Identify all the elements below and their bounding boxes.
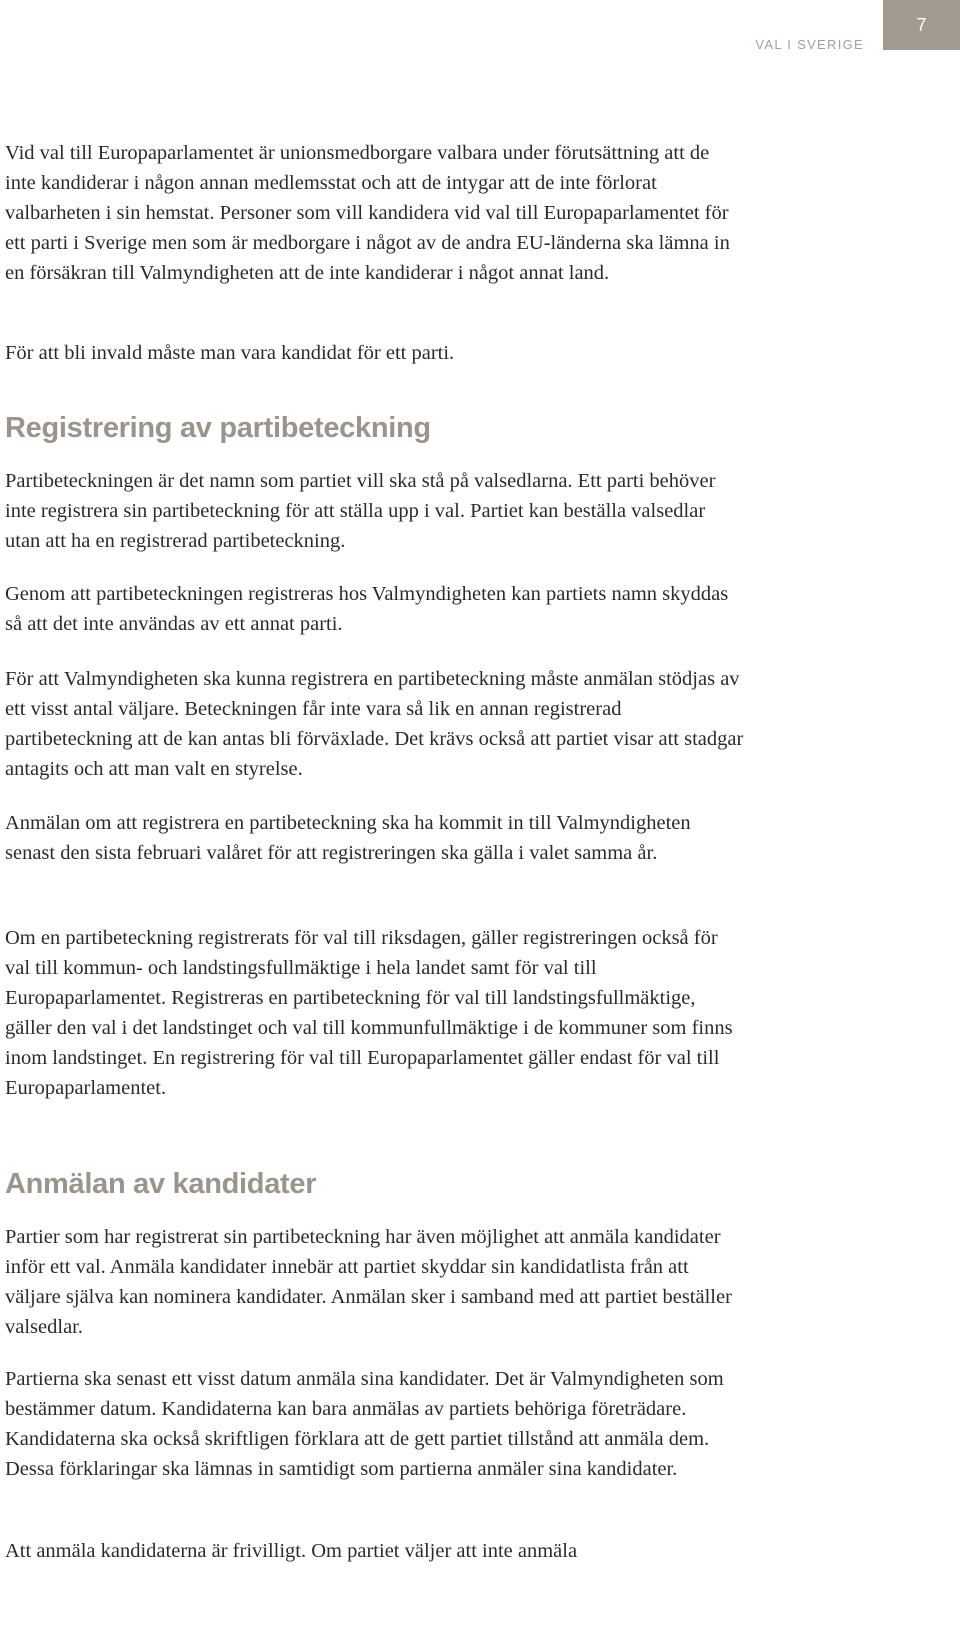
heading-candidate-registration: Anmälan av kandidater xyxy=(5,1168,317,1200)
paragraph-party-label: Partibeteckningen är det namn som partiet vill ska stå på valsedlarna. Ett parti behöver inte registrera sin partibeteckning för att ställa upp i val. Partiet kan beställa valsedlar utan att ha en registrerad partibeteckning. xyxy=(5,470,716,552)
paragraph-name-protection: Genom att partibeteckningen registreras hos Valmyndigheten kan partiets namn skyddas så att det inte användas av ett annat parti. xyxy=(5,583,729,635)
page-number: 7 xyxy=(916,14,927,35)
paragraph-voluntary: Att anmäla kandidaterna är frivilligt. Om partiet väljer att inte anmäla xyxy=(5,1540,578,1562)
paragraph-registration-requirements: För att Valmyndigheten ska kunna registrera en partibeteckning måste anmälan stödjas av ett visst antal väljare. Beteckningen får inte vara så lik en annan registrerad partibeteckning att de kan antas bli förväxlade. Det krävs också att partiet visar att stadgar antagits och att man valt en styrelse. xyxy=(5,668,744,780)
heading-registration: Registrering av partibeteckning xyxy=(5,412,431,444)
running-header: VAL I SVERIGE xyxy=(755,37,864,52)
paragraph-candidate-deadline: Partierna ska senast ett visst datum anmäla sina kandidater. Det är Valmyndigheten som bestämmer datum. Kandidaterna kan bara anmälas av partiets behöriga företrädare. Kandidaterna ska också skriftligen förklara att de gett partiet tillstånd att anmäla dem. Dessa förklaringar ska lämnas in samtidigt som partierna anmäler sina kandidater. xyxy=(5,1368,724,1480)
paragraph-party-candidate: För att bli invald måste man vara kandidat för ett parti. xyxy=(5,342,455,364)
page-number-tab xyxy=(883,0,960,50)
paragraph-candidate-notification: Partier som har registrerat sin partibeteckning har även möjlighet att anmäla kandidater inför ett val. Anmäla kandidater innebär att partiet skyddar sin kandidatlista från att väljare själva kan nominera kandidater. Anmälan sker i samband med att partiet beställer valsedlar. xyxy=(5,1226,732,1338)
paragraph-eu-candidates: Vid val till Europaparlamentet är unionsmedborgare valbara under förutsättning att de inte kandiderar i någon annan medlemsstat och att de intygar att de inte förlorat valbarheten i sin hemstat. Personer som vill kandidera vid val till Europaparlamentet för ett parti i Sverige men som är medborgare i något av de andra EU-länderna ska lämna in en försäkran till Valmyndigheten att de inte kandiderar i något annat land. xyxy=(5,142,730,284)
paragraph-registration-deadline: Anmälan om att registrera en partibeteckning ska ha kommit in till Valmyndigheten senast den sista februari valåret för att registreringen ska gälla i valet samma år. xyxy=(5,812,691,864)
paragraph-registration-scope: Om en partibeteckning registrerats för val till riksdagen, gäller registreringen också för val till kommun- och landstingsfullmäktige i hela landet samt för val till Europaparlamentet. Registreras en partibeteckning för val till landstingsfullmäktige, gäller den val i det landstinget och val till kommunfullmäktige i de kommuner som finns inom landstinget. En registrering för val till Europaparlamentet gäller endast för val till Europaparlamentet. xyxy=(5,927,733,1099)
